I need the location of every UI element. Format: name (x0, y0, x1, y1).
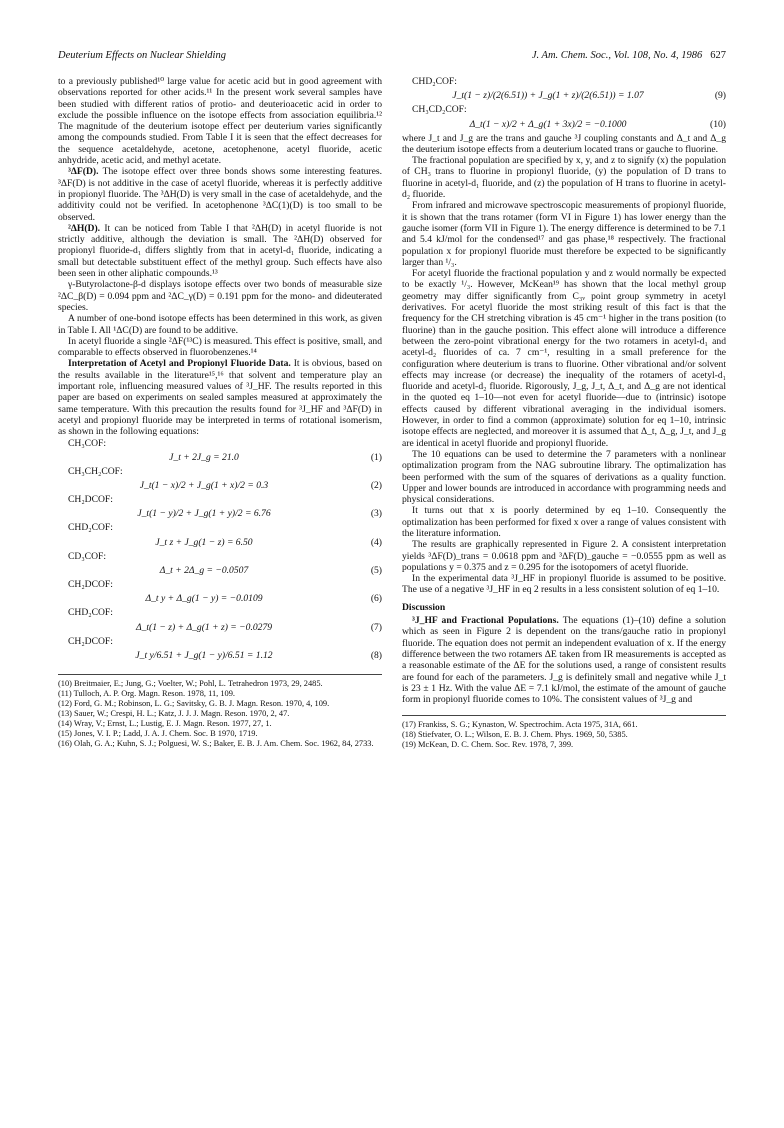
right-column (402, 76, 726, 750)
paragraph (58, 166, 382, 222)
equation-expression: Δ_t(1 − x)/2 + Δ_g(1 + 3x)/2 = −0.1000 (469, 118, 627, 130)
equation (58, 505, 382, 522)
equation (58, 477, 382, 494)
reference-item: (18) Stiefvater, O. L.; Wilson, E. B. J. Chem. Phys. 1969, 50, 5385. (402, 730, 628, 740)
paragraph-text: The isotope effect over three bonds shows some interesting features. ³ΔF(D) is not additive in the case of acetyl fluoride, whereas it is perfectly additive in propionyl fluoride. The ³ΔH(D) is very small in the case of acetaldehyde, and the additivity could not be verified. In acetophenone ³ΔC(1)(D) is too small to be observed. (58, 166, 382, 223)
equation-block (402, 76, 726, 133)
equation-label: CHD₂COF: (68, 607, 113, 619)
equation-number: (10) (710, 118, 726, 130)
reference-item: (14) Wray, V.; Ernst, L.; Lustig, E. J. Magn. Reson. 1977, 27, 1. (58, 718, 272, 728)
equation-number: (1) (370, 451, 382, 463)
equation-label: CH₃CH₂COF: (68, 465, 123, 477)
reference-item: (13) Sauer, W.; Crespi, H. L.; Katz, J. J. J. Magn. Reson. 1970, 2, 47. (58, 708, 290, 718)
paragraph: The fractional population are specified by x, y, and z to signify (x) the population of CH₃ trans to fluorine in propionyl fluoride, (y) the population of D trans to fluorine in acetyl-d₁ fluoride, and (z) the population of H trans to fluorine in acetyl-d₂ fluoride. (402, 155, 726, 201)
running-header (58, 50, 726, 68)
equation-expression: J_t z + J_g(1 − z) = 6.50 (155, 536, 253, 548)
equation (58, 590, 382, 607)
footnote-references (402, 715, 726, 750)
equation-label: CH₂DCOF: (68, 494, 113, 506)
header-journal-citation (532, 50, 726, 61)
paragraph-text: The equations (1)–(10) define a solution which as seen in Figure 2 is dependent on the trans/gauche ratio in propionyl fluoride. The equation does not permit an independent evaluation of x. If the energy difference between the two rotamers ΔE taken from IR measurements is accepted as a reasonable estimate of the ΔE for the solutions used, a range of consistent results are found for each of the parameters. J_g is definitely small and negative while J_t is 23 ± 1 Hz. With the value ΔE = 7.1 kJ/mol, the estimate of the amount of gauche form in propionyl fluoride comes to 10%. The consistent values of ³J_g and (402, 615, 726, 706)
equation-number: (3) (370, 508, 382, 520)
equation-number: (2) (370, 480, 382, 492)
header-article-title: Deuterium Effects on Nuclear Shielding (58, 50, 226, 61)
paragraph: It turns out that x is poorly determined by eq 1–10. Consequently the optimalization has been performed for fixed x over a range of values consistent with the literature information. (402, 505, 726, 539)
equation-label: CHD₂COF: (68, 522, 113, 534)
section-heading-discussion: Discussion (402, 601, 446, 613)
equation-number: (9) (714, 90, 726, 102)
equation-expression: Δ_t y + Δ_g(1 − y) = −0.0109 (145, 593, 263, 605)
equation-number: (6) (370, 593, 382, 605)
run-in-heading: ³ΔF(D). (68, 166, 99, 178)
paragraph: From infrared and microwave spectroscopic measurements of propionyl fluoride, it is shown that the trans rotamer (form VI in Figure 1) has lower energy than the gauche isomer (form VII in Figure 1). The energy difference is determined to be 7.1 and 5.4 kJ/mol for the condensed¹⁷ and gas phase,¹⁸ respectively. The fractional population x for propionyl fluoride must therefore be expected to be significantly larger than ¹/₃. (402, 200, 726, 268)
paragraph (58, 223, 382, 279)
reference-item: (16) Olah, G. A.; Kuhn, S. J.; Polguesi, W. S.; Baker, E. B. J. Am. Chem. Soc. 1962, 84, 2733. (58, 738, 374, 748)
journal-page (58, 50, 726, 1090)
paragraph: In acetyl fluoride a single ²ΔF(¹³C) is measured. This effect is positive, small, and comparable to effects observed in fluorobenzenes.¹⁴ (58, 335, 382, 359)
header-citation-text: J. Am. Chem. Soc., Vol. 108, No. 4, 1986 (531, 50, 703, 61)
run-in-heading: ²ΔH(D). (68, 222, 101, 234)
equation-label: CHD₂COF: (412, 76, 457, 87)
equation-expression: Δ_t + 2Δ_g = −0.0507 (159, 564, 249, 576)
paragraph: The results are graphically represented in Figure 2. A consistent interpretation yields ³ΔF(D)_trans = 0.0618 ppm and ³ΔF(D)_gauche = −0.0555 ppm as well as populations y = 0.375 and z = 0.295 for the isotopomers of acetyl fluoride. (402, 539, 726, 573)
reference-item: (15) Jones, V. I. P.; Ladd, J. A. J. Chem. Soc. B 1970, 1719. (58, 728, 258, 738)
equation-expression: J_t(1 − y)/2 + J_g(1 + y)/2 = 6.76 (137, 508, 271, 520)
run-in-heading: ³J_HF and Fractional Populations. (412, 615, 559, 627)
equation-number: (8) (370, 649, 382, 661)
paragraph (58, 358, 382, 437)
reference-item: (12) Ford, G. M.; Robinson, L. G.; Savitsky, G. B. J. Magn. Reson. 1970, 4, 109. (58, 698, 330, 708)
equation-expression: Δ_t(1 − z) + Δ_g(1 + z) = −0.0279 (135, 621, 273, 633)
equation (402, 116, 726, 133)
equation-label: CH₃COF: (68, 437, 107, 449)
equation (58, 534, 382, 551)
equation-expression: J_t(1 − z)/(2(6.51)) + J_g(1 + z)/(2(6.51)) = 1.07 (452, 90, 644, 102)
equation (58, 449, 382, 466)
equation-expression: J_t y/6.51 + J_g(1 − y)/6.51 = 1.12 (135, 649, 273, 661)
equation-expression: J_t(1 − x)/2 + J_g(1 + x)/2 = 0.3 (139, 480, 269, 492)
paragraph-text: It is obvious, based on the results available in the literature¹⁵,¹⁶ that solvent and temperature play an important role, influencing measured values of ³J_HF. The results reported in this paper are based on experiments on sealed samples measured at approximately the same temperature. With this precaution the results found for ³J_HF and ³ΔF(D) in acetyl and propionyl fluoride may be interpreted in terms of rotational isomerism, as shown in the following equations: (58, 358, 382, 438)
equation (58, 562, 382, 579)
paragraph: The 10 equations can be used to determine the 7 parameters with a nonlinear optimalization program from the NAG subroutine library. The optimalization has been performed with the sum of the squares of derivations as a quality function. Upper and lower bounds are introduced in accordance with programming needs and physical considerations. (402, 448, 726, 506)
equation-block (58, 438, 382, 664)
reference-item: (10) Breitmaier, E.; Jung, G.; Voelter, W.; Pohl, L. Tetrahedron 1973, 29, 2485. (58, 678, 323, 688)
reference-item: (19) McKean, D. C. Chem. Soc. Rev. 1978, 7, 399. (402, 740, 574, 750)
equation-number: (4) (370, 536, 382, 548)
paragraph (402, 615, 726, 705)
equation-number: (5) (370, 564, 382, 576)
paragraph: where J_t and J_g are the trans and gauche ³J coupling constants and Δ_t and Δ_g the deuterium isotope effects from a deuterium located trans or gauche to fluorine. (402, 132, 726, 155)
equation (58, 647, 382, 664)
equation-label: CH₂DCOF: (68, 635, 113, 647)
page-number: 627 (710, 50, 726, 61)
footnote-references (58, 674, 382, 749)
equation (58, 619, 382, 636)
paragraph: γ-Butyrolactone-β-d displays isotope effects over two bonds of measurable size ²ΔC_β(D) = 0.094 ppm and ²ΔC_γ(D) = 0.191 ppm for the mono- and dideuterated species. (58, 279, 382, 313)
paragraph: In the experimental data ³J_HF in propionyl fluoride is assumed to be positive. The use of a negative ³J_HF in eq 2 results in a less consistent solution of eq 1–10. (402, 573, 726, 596)
run-in-heading: Interpretation of Acetyl and Propionyl Fluoride Data. (68, 358, 291, 370)
paragraph: A number of one-bond isotope effects has been determined in this work, as given in Table I. All ¹ΔC(D) are found to be additive. (58, 313, 382, 336)
equation (402, 87, 726, 104)
paragraph-text: It can be noticed from Table I that ²ΔH(D) in acetyl fluoride is not strictly additive, although the deviation is small. The ²ΔH(D) observed for propionyl fluoride-d₁ differs slightly from that in acetyl-d₁ fluoride, indicating a small but detectable substituent effect of the methyl group. Such effects have also been seen in other aliphatic compounds.¹³ (58, 222, 382, 280)
equation-label: CH₃CD₂COF: (412, 104, 467, 116)
paragraph: For acetyl fluoride the fractional population y and z would normally be expected to be exactly ¹/₃. However, McKean¹⁹ has shown that the local methyl group geometry may differ significantly from C₃ᵥ point group symmetry in acetyl derivatives. For acetyl fluoride the most striking result of this fact is that the frequency for the CH stretching vibration is 45 cm⁻¹ higher in the trans position (to fluorine) than in the gauche position. This effect alone will introduce a difference between the zero-point vibrational energy for the two rotamers in acetyl-d₁ and acetyl-d₂ fluorides of ca. 7 cm⁻¹, resulting in a small preference for the configuration where deuterium is trans to fluorine. Other vibrational and/or solvent effects may increase (or decrease) the inequality of the rotamers of acetyl-d₁ fluoride and acetyl-d₂ fluoride. Rigorously, J_g, J_t, Δ_t, and Δ_g are not identical in the quoted eq 1–10—not even for acetyl fluoride—due to (intrinsic) isotope effects caused by different vibrational averaging in the individual isomers. However, in order to find a common (approximate) solution for eq 1–10, intrinsic isotope effects are neglected, and moreover it is assumed that Δ_t, Δ_g, J_t, and J_g are identical in acetyl fluoride and propionyl fluoride. (402, 268, 726, 449)
equation-expression: J_t + 2J_g = 21.0 (169, 451, 239, 463)
left-column (58, 76, 382, 749)
reference-item: (17) Frankiss, S. G.; Kynaston, W. Spectrochim. Acta 1975, 31A, 661. (402, 720, 638, 730)
equation-label: CD₃COF: (68, 550, 107, 562)
equation-label: CH₂DCOF: (68, 578, 113, 590)
paragraph: to a previously published¹⁰ large value for acetic acid but in good agreement with observations reported for other acids.¹¹ In the present work several samples have been studied with different ratios of protio- and deuterioacetic acid in order to exclude the possible influence on the isotope effects from association equilibria.¹² The magnitude of the deuterium isotope effect per deuterium varies significantly among the compounds studied. From Table I it is seen that the effect decreases for the sequence acetaldehyde, acetone, acetophenone, acetyl fluoride, acetic anhydride, acetic acid, and methyl acetate. (58, 76, 382, 167)
reference-item: (11) Tulloch, A. P. Org. Magn. Reson. 1978, 11, 109. (58, 688, 235, 698)
equation-number: (7) (370, 621, 382, 633)
